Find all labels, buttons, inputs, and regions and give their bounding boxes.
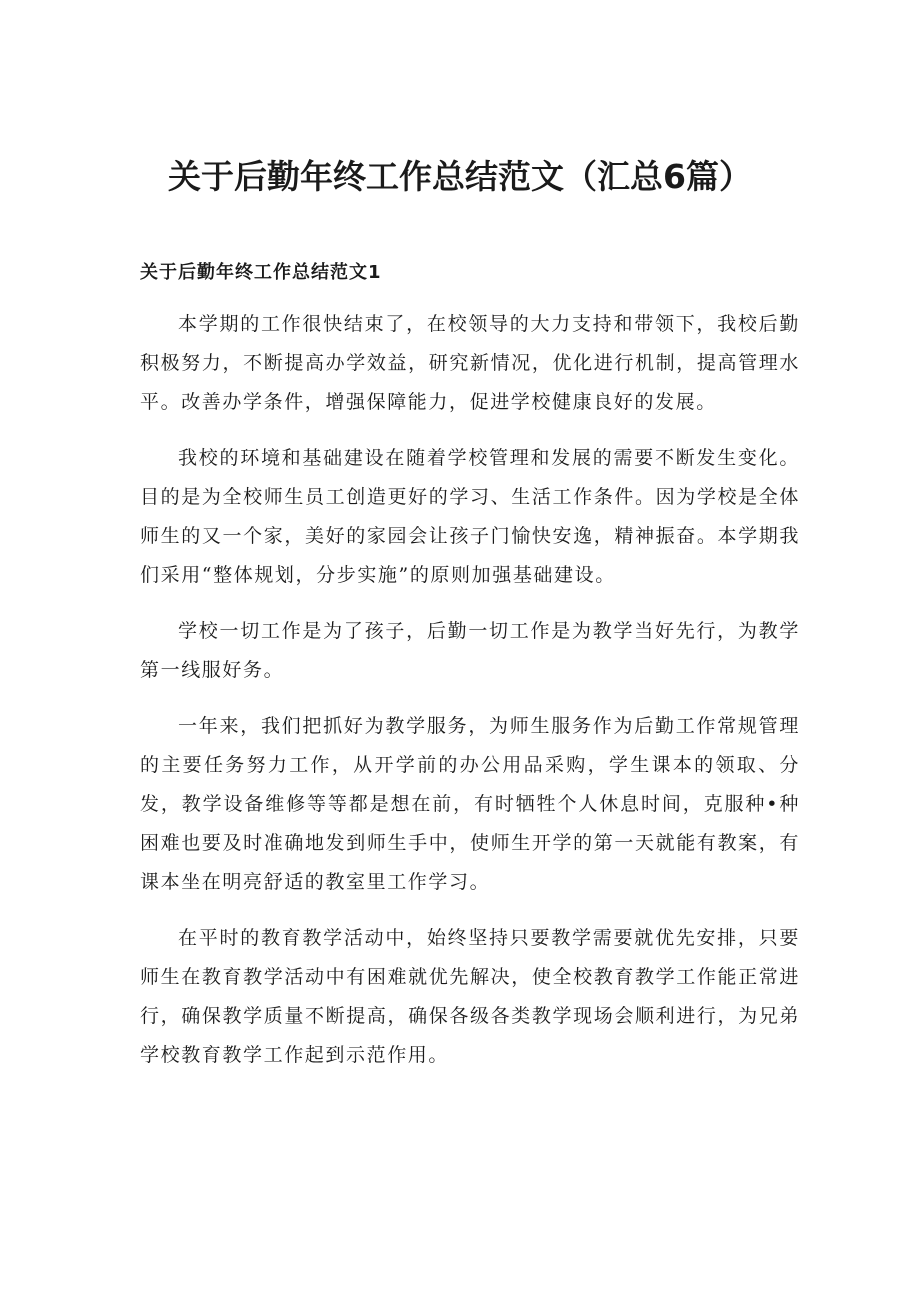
paragraph: 学校一切工作是为了孩子，后勤一切工作是为教学当好先行，为教学第一线服好务。 xyxy=(140,620,800,681)
paragraph: 在平时的教育教学活动中，始终坚持只要教学需要就优先安排，只要师生在教育教学活动中有困难就优先解决，使全校教育教学工作能正常进行，确保教学质量不断提高，确保各级各类教学现场会顺利进行，为兄弟学校教育教学工作起到示范作用。 xyxy=(140,927,800,1066)
document-body xyxy=(140,305,800,1092)
paragraph: 我校的环境和基础建设在随着学校管理和发展的需要不断发生变化。目的是为全校师生员工创造更好的学习、生活工作条件。因为学校是全体师生的又一个家，美好的家园会让孩子门愉快安逸，精神振奋。本学期我们采用“整体规划，分步实施”的原则加强基础建设。 xyxy=(140,447,800,586)
paragraph: 一年来，我们把抓好为教学服务，为师生服务作为后勤工作常规管理的主要任务努力工作，从开学前的办公用品采购，学生课本的领取、分发，教学设备维修等等都是想在前，有时牺牲个人休息时间，克服种•种困难也要及时准确地发到师生手中，使师生开学的第一天就能有教案，有课本坐在明亮舒适的教室里工作学习。 xyxy=(140,715,800,893)
paragraph: 本学期的工作很快结束了，在校领导的大力支持和带领下，我校后勤积极努力，不断提高办学效益，研究新情况，优化进行机制，提高管理水平。改善办学条件，增强保障能力，促进学校健康良好的发展。 xyxy=(140,313,800,413)
document-title: 关于后勤年终工作总结范文（汇总6篇） xyxy=(168,157,752,196)
section-heading: 关于后勤年终工作总结范文1 xyxy=(140,262,382,283)
